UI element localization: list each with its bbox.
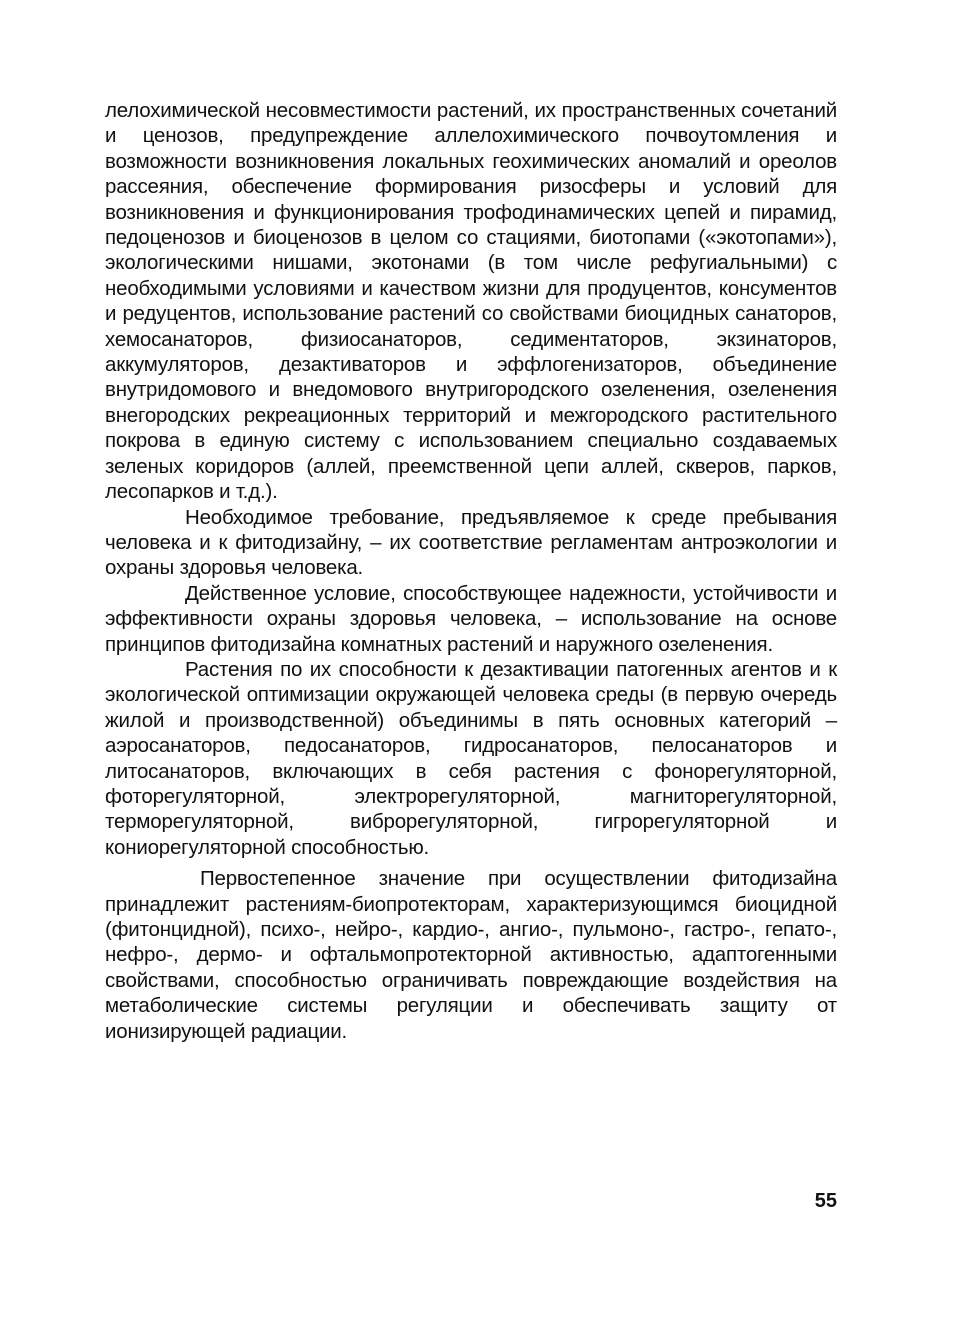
body-text xyxy=(105,98,837,1044)
paragraph-condition: Действенное условие, способствующее надежности, устойчивости и эффективности охраны здоровья человека, – использование на основе принципов фитодизайна комнатных растений и наружного озеленения. xyxy=(105,581,837,656)
paragraph-bioprotectors: Первостепенное значение при осуществлении фитодизайна принадлежит растениям-биопротекторам, характеризующимся биоцидной (фитонцидной), психо-, нейро-, кардио-, ангио-, пульмоно-, гастро-, гепато-, нефро-, дермо- и офтальмопротекторной активностью, адаптогенными свойствами, способностью ограничивать повреждающие воздействия на метаболические системы регуляции и обеспечивать защиту от ионизирующей радиации. xyxy=(105,867,837,1043)
paragraph-continuation: лелохимической несовместимости растений, их пространственных сочетаний и ценозов, предупреждение аллелохимического почвоутомления и возможности возникновения локальных геохимических аномалий и ореолов рассеяния, обеспечение формирования ризосферы и условий для возникновения и функционирования трофодинамических цепей и пирамид, педоценозов и биоценозов в целом со стациями, биотопами («экотопами»), экологическими нишами, экотонами (в том числе рефугиальными) с необходимыми условиями и качеством жизни для продуцентов, консументов и редуцентов, использование растений со свойствами биоцидных санаторов, хемосанаторов, физиосанаторов, седиментаторов, экзинаторов, аккумуляторов, дезактиваторов и эффлогенизаторов, объединение внутридомового и внедомового внутригородского озеленения, озеленения внегородских рекреационных территорий и межгородского растительного покрова в единую систему с использованием специально создаваемых зеленых коридоров (аллей, преемственной цепи аллей, скверов, парков, лесопарков и т.д.). xyxy=(105,99,837,504)
paragraph-categories: Растения по их способности к дезактивации патогенных агентов и к экологической оптимизации окружающей человека среды (в первую очередь жилой и производственной) объединимы в пять основных категорий – аэросанаторов, педосанаторов, гидросанаторов, пелосанаторов и литосанаторов, включающих в себя растения с фонорегуляторной, фоторегуляторной, электрорегуляторной, магниторегуляторной, терморегуляторной, виброрегуляторной, гигрорегуляторной и кониорегуляторной способностью. xyxy=(105,657,837,859)
page-number: 55 xyxy=(814,1190,837,1212)
paragraph-requirement: Необходимое требование, предъявляемое к среде пребывания человека и к фитодизайну, – их соответствие регламентам антроэкологии и охраны здоровья человека. xyxy=(105,505,837,580)
